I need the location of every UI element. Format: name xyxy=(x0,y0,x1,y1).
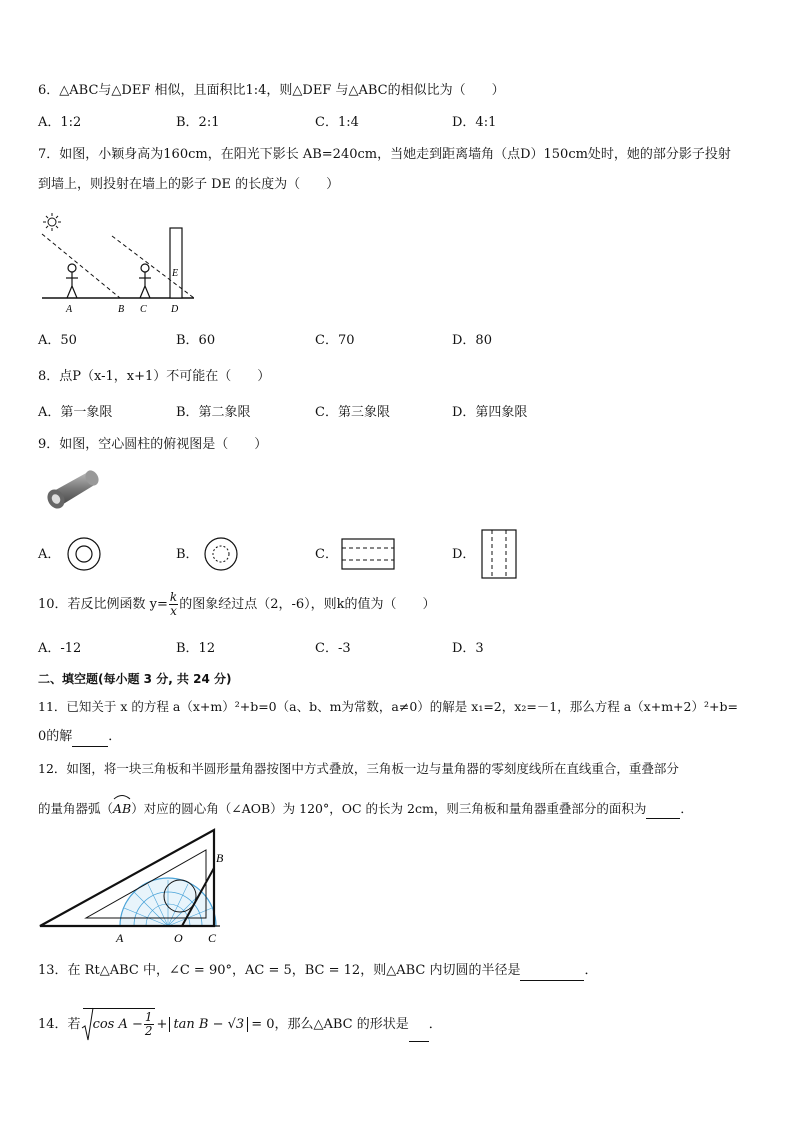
option-b: B． xyxy=(176,547,199,562)
sun-ray-1 xyxy=(42,234,120,298)
option-c: C． xyxy=(315,547,338,562)
hollow-cylinder-image xyxy=(44,466,104,514)
question-14 xyxy=(38,1008,442,1042)
question-stem: 点P（x-1，x+1）不可能在（ ） xyxy=(59,369,271,384)
question-number: 13． xyxy=(38,963,68,978)
answer-blank[interactable] xyxy=(520,962,584,981)
question-number: 12． xyxy=(38,761,67,776)
question-12-line-1 xyxy=(38,760,679,778)
option-d-figure xyxy=(480,528,518,580)
option-c: C．1:4 xyxy=(315,115,359,130)
section-title: 二、填空题(每小题 3 分, 共 24 分) xyxy=(38,672,232,686)
label-a: A xyxy=(116,931,124,945)
question-number: 7． xyxy=(38,147,60,162)
option-a: A．-12 xyxy=(38,641,82,656)
question-6 xyxy=(38,82,505,100)
fraction-k-over-x xyxy=(169,591,178,618)
question-number: 14． xyxy=(38,1017,68,1032)
option-d: D． xyxy=(452,547,476,562)
label-a: A xyxy=(66,304,73,315)
question-number: 9． xyxy=(38,437,60,452)
option-a: A．第一象限 xyxy=(38,405,113,420)
question-12-line-2 xyxy=(38,796,693,819)
label-b: B xyxy=(216,851,224,865)
question-stem: ）对应的圆心角（∠AOB）为 120°，OC 的长为 2cm，则三角板和量角器重叠部分的面积为 xyxy=(131,801,647,816)
arc-ab-notation xyxy=(113,796,131,818)
square-root-expression xyxy=(83,1008,155,1041)
answer-blank[interactable] xyxy=(72,728,108,747)
question-13 xyxy=(38,962,597,981)
question-stem: 的量角器弧（ xyxy=(38,801,114,816)
tan-b-term: tan B − √3 xyxy=(173,1017,245,1032)
question-stem-end: ． xyxy=(428,1017,442,1032)
question-number: 6． xyxy=(38,83,60,98)
shadow-figure xyxy=(38,208,208,316)
option-a-figure xyxy=(66,536,102,572)
option-c: C．-3 xyxy=(315,641,351,656)
person-at-a xyxy=(66,264,78,298)
option-d: D．80 xyxy=(452,333,492,348)
fraction-denominator: x xyxy=(170,604,177,618)
question-stem: 0的解 xyxy=(38,729,73,744)
label-d: D xyxy=(171,304,179,315)
option-b: B．60 xyxy=(176,333,216,348)
answer-blank[interactable] xyxy=(409,1009,429,1042)
answer-blank[interactable] xyxy=(646,800,680,819)
question-number: 11． xyxy=(38,699,67,714)
question-stem: △ABC与△DEF 相似，且面积比1:4，则△DEF 与△ABC的相似比为（ ） xyxy=(59,83,505,98)
option-c: C．第三象限 xyxy=(315,405,390,420)
option-b: B．12 xyxy=(176,641,216,656)
person-at-c xyxy=(139,264,151,298)
question-7-line-1 xyxy=(38,146,731,164)
option-d: D．3 xyxy=(452,641,484,656)
question-number: 10． xyxy=(38,597,68,612)
question-8 xyxy=(38,368,270,386)
question-stem-pre: 若反比例函数 y= xyxy=(67,597,168,612)
option-a: A．1:2 xyxy=(38,115,82,130)
question-7-line-2: 到墙上，则投射在墙上的影子 DE 的长度为（ ） xyxy=(38,177,340,192)
label-e: E xyxy=(172,268,179,279)
arc-mark xyxy=(113,794,131,800)
question-11-line-1 xyxy=(38,698,738,716)
question-stem: 若 xyxy=(67,1017,81,1032)
option-c-figure xyxy=(340,537,396,571)
question-stem: 如图，空心圆柱的俯视图是（ ） xyxy=(59,437,268,452)
question-number: 8． xyxy=(38,369,60,384)
label-c: C xyxy=(140,304,147,315)
label-o: O xyxy=(174,931,183,945)
option-b: B．2:1 xyxy=(176,115,220,130)
question-stem-post: 的图象经过点（2，-6），则k的值为（ ） xyxy=(179,597,436,612)
question-stem-end: ． xyxy=(680,801,693,816)
cos-a-term: cos A − xyxy=(92,1017,143,1032)
protractor xyxy=(120,830,312,926)
question-stem: 在 Rt△ABC 中，∠C = 90°，AC = 5，BC = 12，则△ABC 内切圆的半径是 xyxy=(67,963,521,978)
question-stem: 如图，将一块三角板和半圆形量角器按图中方式叠放，三角板一边与量角器的零刻度线所在直线重合，重叠部分 xyxy=(66,761,679,776)
question-stem: = 0，那么△ABC 的形状是 xyxy=(251,1017,409,1032)
option-c: C．70 xyxy=(315,333,355,348)
question-stem: 如图，小颖身高为160cm，在阳光下影长 AB=240cm，当她走到距离墙角（点D）150cm处时，她的部分影子投射 xyxy=(59,147,731,162)
option-a: A． xyxy=(38,547,61,562)
protractor-figure xyxy=(38,828,248,948)
sun-icon xyxy=(43,213,61,231)
label-c: C xyxy=(208,931,217,945)
fraction-numerator: 1 xyxy=(144,1010,153,1024)
question-11-line-2 xyxy=(38,728,121,747)
option-b: B．第二象限 xyxy=(176,405,251,420)
question-10 xyxy=(38,590,436,620)
question-stem-end: ． xyxy=(584,963,598,978)
fraction-denominator: 2 xyxy=(144,1024,153,1038)
option-b-figure xyxy=(203,536,239,572)
radical-sign-icon xyxy=(81,1008,93,1042)
absolute-value-expression xyxy=(169,1017,248,1032)
plus-sign: + xyxy=(156,1017,168,1032)
arc-label: AB xyxy=(113,801,132,816)
option-a: A．50 xyxy=(38,333,77,348)
option-d: D．4:1 xyxy=(452,115,497,130)
question-9 xyxy=(38,436,267,454)
label-b: B xyxy=(118,304,125,315)
question-stem: 已知关于 x 的方程 a（x+m）²+b=0（a、b、m为常数，a≠0）的解是 x₁=2，x₂=－1，那么方程 a（x+m+2）²+b= xyxy=(66,699,738,714)
fraction-one-half xyxy=(144,1011,154,1038)
option-d: D．第四象限 xyxy=(452,405,528,420)
question-stem-end: ． xyxy=(108,729,122,744)
fraction-numerator: k xyxy=(169,590,178,604)
